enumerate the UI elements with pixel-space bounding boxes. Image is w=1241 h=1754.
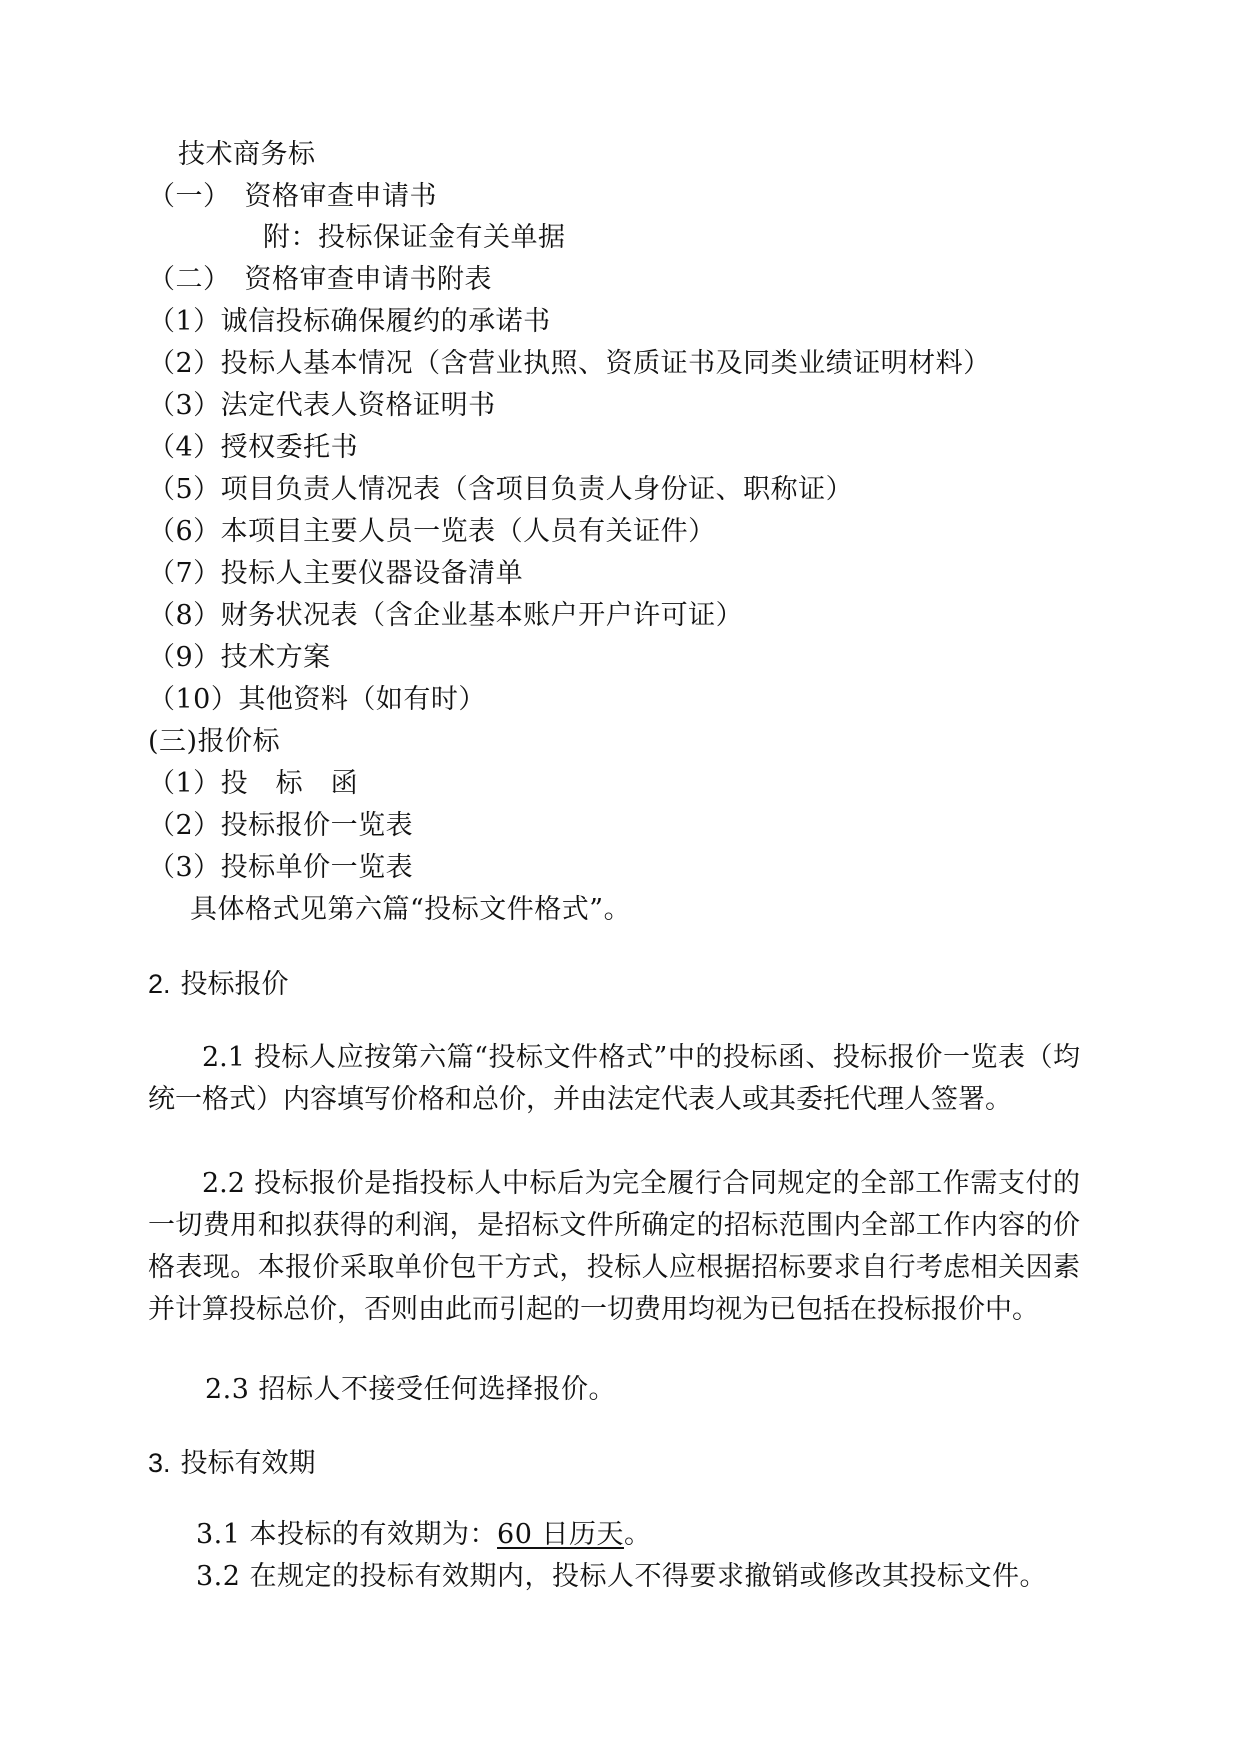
validity-prefix: 3.1 本投标的有效期为： bbox=[196, 1519, 498, 1550]
list-item-bid-bond-note: 附：投标保证金有关单据 bbox=[263, 222, 566, 253]
paragraph-3-2: 3.2 在规定的投标有效期内，投标人不得要求撤销或修改其投标文件。 bbox=[196, 1561, 1048, 1592]
section-title: 投标报价 bbox=[180, 969, 289, 1000]
list-item-7: （7）投标人主要仪器设备清单 bbox=[148, 558, 524, 589]
section-heading-bid-validity bbox=[148, 1446, 316, 1481]
list-item-bid-price-summary: （2）投标报价一览表 bbox=[148, 810, 414, 841]
list-item-price-bid: (三)报价标 bbox=[148, 726, 281, 757]
paragraph-2-1: 2.1 投标人应按第六篇“投标文件格式”中的投标函、投标报价一览表（均统一格式）内容填写价格和总价，并由法定代表人或其委托代理人签署。 bbox=[148, 1042, 1080, 1115]
list-item-6: （6）本项目主要人员一览表（人员有关证件） bbox=[148, 516, 716, 547]
section-heading-bid-price bbox=[148, 967, 289, 1002]
list-item-unit-price-summary: （3）投标单价一览表 bbox=[148, 852, 414, 883]
validity-period-value: 60 日历天 bbox=[497, 1519, 624, 1550]
list-item-qualification-application: （一） 资格审查申请书 bbox=[148, 181, 437, 212]
section-number: 2. bbox=[148, 969, 171, 999]
format-reference-note: 具体格式见第六篇“投标文件格式”。 bbox=[190, 894, 632, 925]
list-item-qualification-attachment: （二） 资格审查申请书附表 bbox=[148, 264, 492, 295]
list-item-2: （2）投标人基本情况（含营业执照、资质证书及同类业绩证明材料） bbox=[148, 348, 991, 379]
list-item-4: （4）授权委托书 bbox=[148, 432, 359, 463]
list-item-9: （9）技术方案 bbox=[148, 642, 331, 673]
paragraph-2-2: 2.2 投标报价是指投标人中标后为完全履行合同规定的全部工作需支付的一切费用和拟获得的利润，是招标文件所确定的招标范围内全部工作内容的价格表现。本报价采取单价包干方式，投标人应根据招标要求自行考虑相关因素并计算投标总价，否则由此而引起的一切费用均视为已包括在投标报价中。 bbox=[148, 1168, 1080, 1325]
section-number: 3. bbox=[148, 1448, 171, 1478]
paragraph-2-3: 2.3 招标人不接受任何选择报价。 bbox=[205, 1374, 617, 1405]
list-item-8: （8）财务状况表（含企业基本账户开户许可证） bbox=[148, 600, 744, 631]
list-item-bid-letter: （1）投 标 函 bbox=[148, 768, 359, 799]
list-item-3: （3）法定代表人资格证明书 bbox=[148, 390, 496, 421]
validity-suffix: 。 bbox=[623, 1519, 652, 1550]
section-title: 投标有效期 bbox=[180, 1448, 316, 1479]
list-item-1: （1）诚信投标确保履约的承诺书 bbox=[148, 306, 551, 337]
list-item-technical-bid: 技术商务标 bbox=[178, 139, 316, 170]
list-item-5: （5）项目负责人情况表（含项目负责人身份证、职称证） bbox=[148, 474, 854, 505]
paragraph-3-1 bbox=[196, 1518, 651, 1552]
list-item-10: （10）其他资料（如有时） bbox=[148, 684, 486, 715]
